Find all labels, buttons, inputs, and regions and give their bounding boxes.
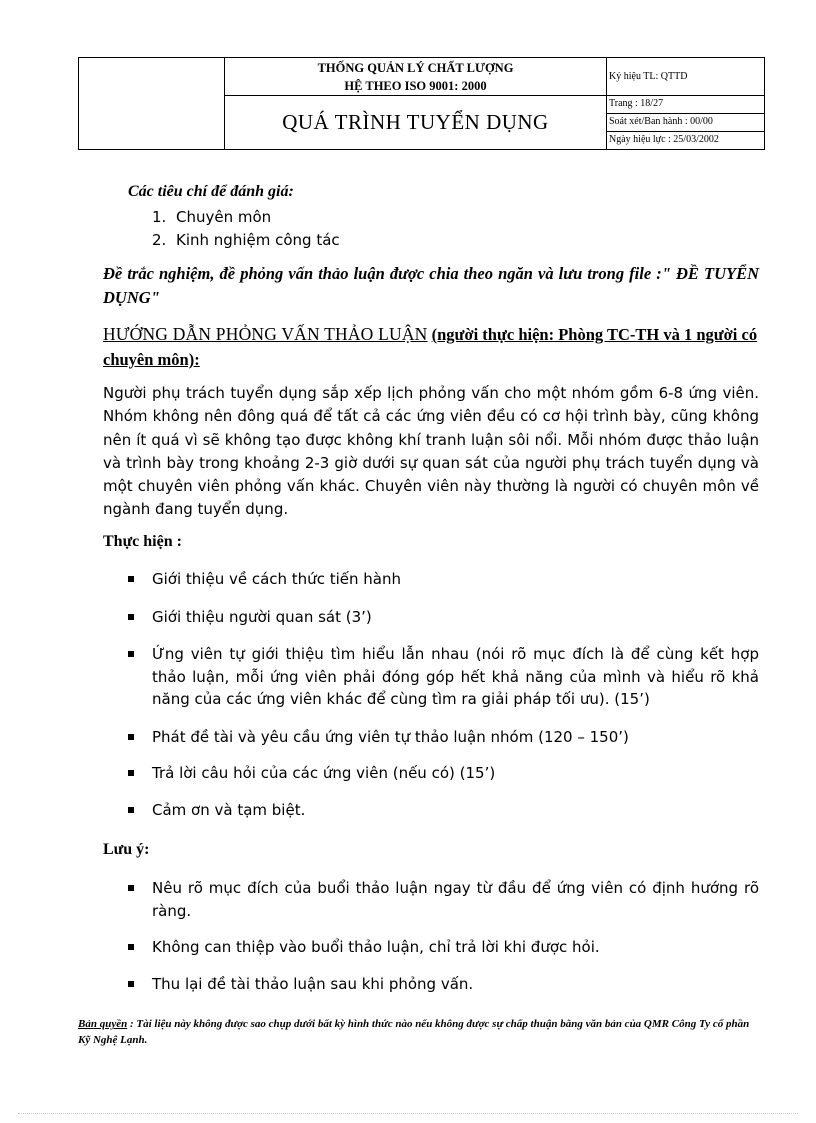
list-item <box>128 936 759 959</box>
doc-code: Ký hiệu TL: QTTD <box>607 58 765 96</box>
criteria-title: Các tiêu chí để đánh giá: <box>128 183 294 200</box>
list-item-text: Không can thiệp vào buổi thảo luận, chỉ trả lời khi được hỏi. <box>152 938 600 956</box>
doc-meta <box>607 96 765 150</box>
list-item-text: Thu lại đề tài thảo luận sau khi phỏng vấn. <box>152 975 474 993</box>
criteria-num: 2. <box>152 231 167 249</box>
list-item-text: Cảm ơn và tạm biệt. <box>152 801 306 819</box>
bullet-icon <box>128 807 134 813</box>
list-item <box>128 726 759 749</box>
list-item-text: Nêu rõ mục đích của buổi thảo luận ngay từ đầu để ứng viên có định hướng rõ ràng. <box>152 879 759 920</box>
notes-label: Lưu ý: <box>103 841 150 858</box>
criteria-text: Chuyên môn <box>176 208 272 226</box>
copyright-label: Bản quyền <box>78 1018 128 1030</box>
bullet-icon <box>128 734 134 740</box>
criteria-num: 1. <box>152 208 167 226</box>
list-item <box>128 973 759 996</box>
revision: Soát xét/Ban hành : 00/00 <box>607 114 764 132</box>
page-number: Trang : 18/27 <box>607 96 764 114</box>
list-item-text: Giới thiệu người quan sát (3’) <box>152 608 372 626</box>
criteria-item <box>152 231 340 249</box>
list-item <box>128 643 759 711</box>
system-title <box>225 58 607 96</box>
system-title-line1: THỐNG QUẢN LÝ CHẤT LƯỢNG <box>317 60 514 75</box>
effective-date: Ngày hiệu lực : 25/03/2002 <box>609 134 719 145</box>
list-item <box>128 606 759 629</box>
bullet-icon <box>128 614 134 620</box>
criteria-item <box>152 208 271 226</box>
bullet-icon <box>128 944 134 950</box>
list-item-text: Phát đề tài và yêu cầu ứng viên tự thảo luận nhóm (120 – 150’) <box>152 728 629 746</box>
implementation-label: Thực hiện : <box>103 533 182 550</box>
logo-cell <box>79 58 225 150</box>
document-header <box>78 57 765 150</box>
list-item <box>128 568 759 591</box>
list-item <box>128 799 759 822</box>
list-item-text: Ứng viên tự giới thiệu tìm hiểu lẫn nhau (nói rõ mục đích là để cùng kết hợp thảo luận, mỗi ứng viên phải đóng góp hết khả năng của mình và hiểu rõ khả năng của các ứng viên khác để cùng tìm ra giải pháp tối ưu). (15’) <box>152 645 759 708</box>
guide-heading <box>103 322 763 372</box>
list-item <box>128 877 759 922</box>
process-title: QUÁ TRÌNH TUYỂN DỤNG <box>225 96 607 150</box>
bullet-icon <box>128 651 134 657</box>
criteria-text: Kinh nghiệm công tác <box>176 231 340 249</box>
bullet-icon <box>128 981 134 987</box>
guide-heading-sub: (người thực hiện: Phòng TC-TH và 1 người có chuyên môn): <box>103 325 758 369</box>
copyright-footer <box>78 1016 760 1048</box>
guide-heading-main: HƯỚNG DẪN PHỎNG VẤN THẢO LUẬN <box>103 324 428 344</box>
file-note: Đề trắc nghiệm, đề phỏng vấn thảo luận được chia theo ngăn và lưu trong file :" ĐỀ TUYỂN DỤNG" <box>103 264 759 307</box>
bullet-icon <box>128 770 134 776</box>
bullet-icon <box>128 885 134 891</box>
list-item <box>128 762 759 785</box>
guide-paragraph: Người phụ trách tuyển dụng sắp xếp lịch phỏng vấn cho một nhóm gồm 6-8 ứng viên. Nhóm không nên đông quá để tất cả các ứng viên đều có cơ hội trình bày, cũng không nên ít quá vì sẽ không tạo được không khí tranh luận sôi nổi. Mỗi nhóm được thảo luận và trình bày trong khoảng 2-3 giờ dưới sự quan sát của người phụ trách tuyển dụng và một chuyên viên phỏng vấn khác. Chuyên viên này thường là người có chuyên môn về ngành đang tuyển dụng. <box>103 384 759 519</box>
list-item-text: Giới thiệu về cách thức tiến hành <box>152 570 401 588</box>
copyright-text: : Tài liệu này không được sao chụp dưới bất kỳ hình thức nào nếu không được sự chấp thuận bằng văn bản của QMR Công Ty cổ phần Kỹ Nghệ Lạnh. <box>78 1018 750 1046</box>
list-item-text: Trả lời câu hỏi của các ứng viên (nếu có) (15’) <box>152 764 496 782</box>
bullet-icon <box>128 576 134 582</box>
system-title-line2: HỆ THEO ISO 9001: 2000 <box>344 78 487 93</box>
page-divider <box>18 1113 798 1114</box>
